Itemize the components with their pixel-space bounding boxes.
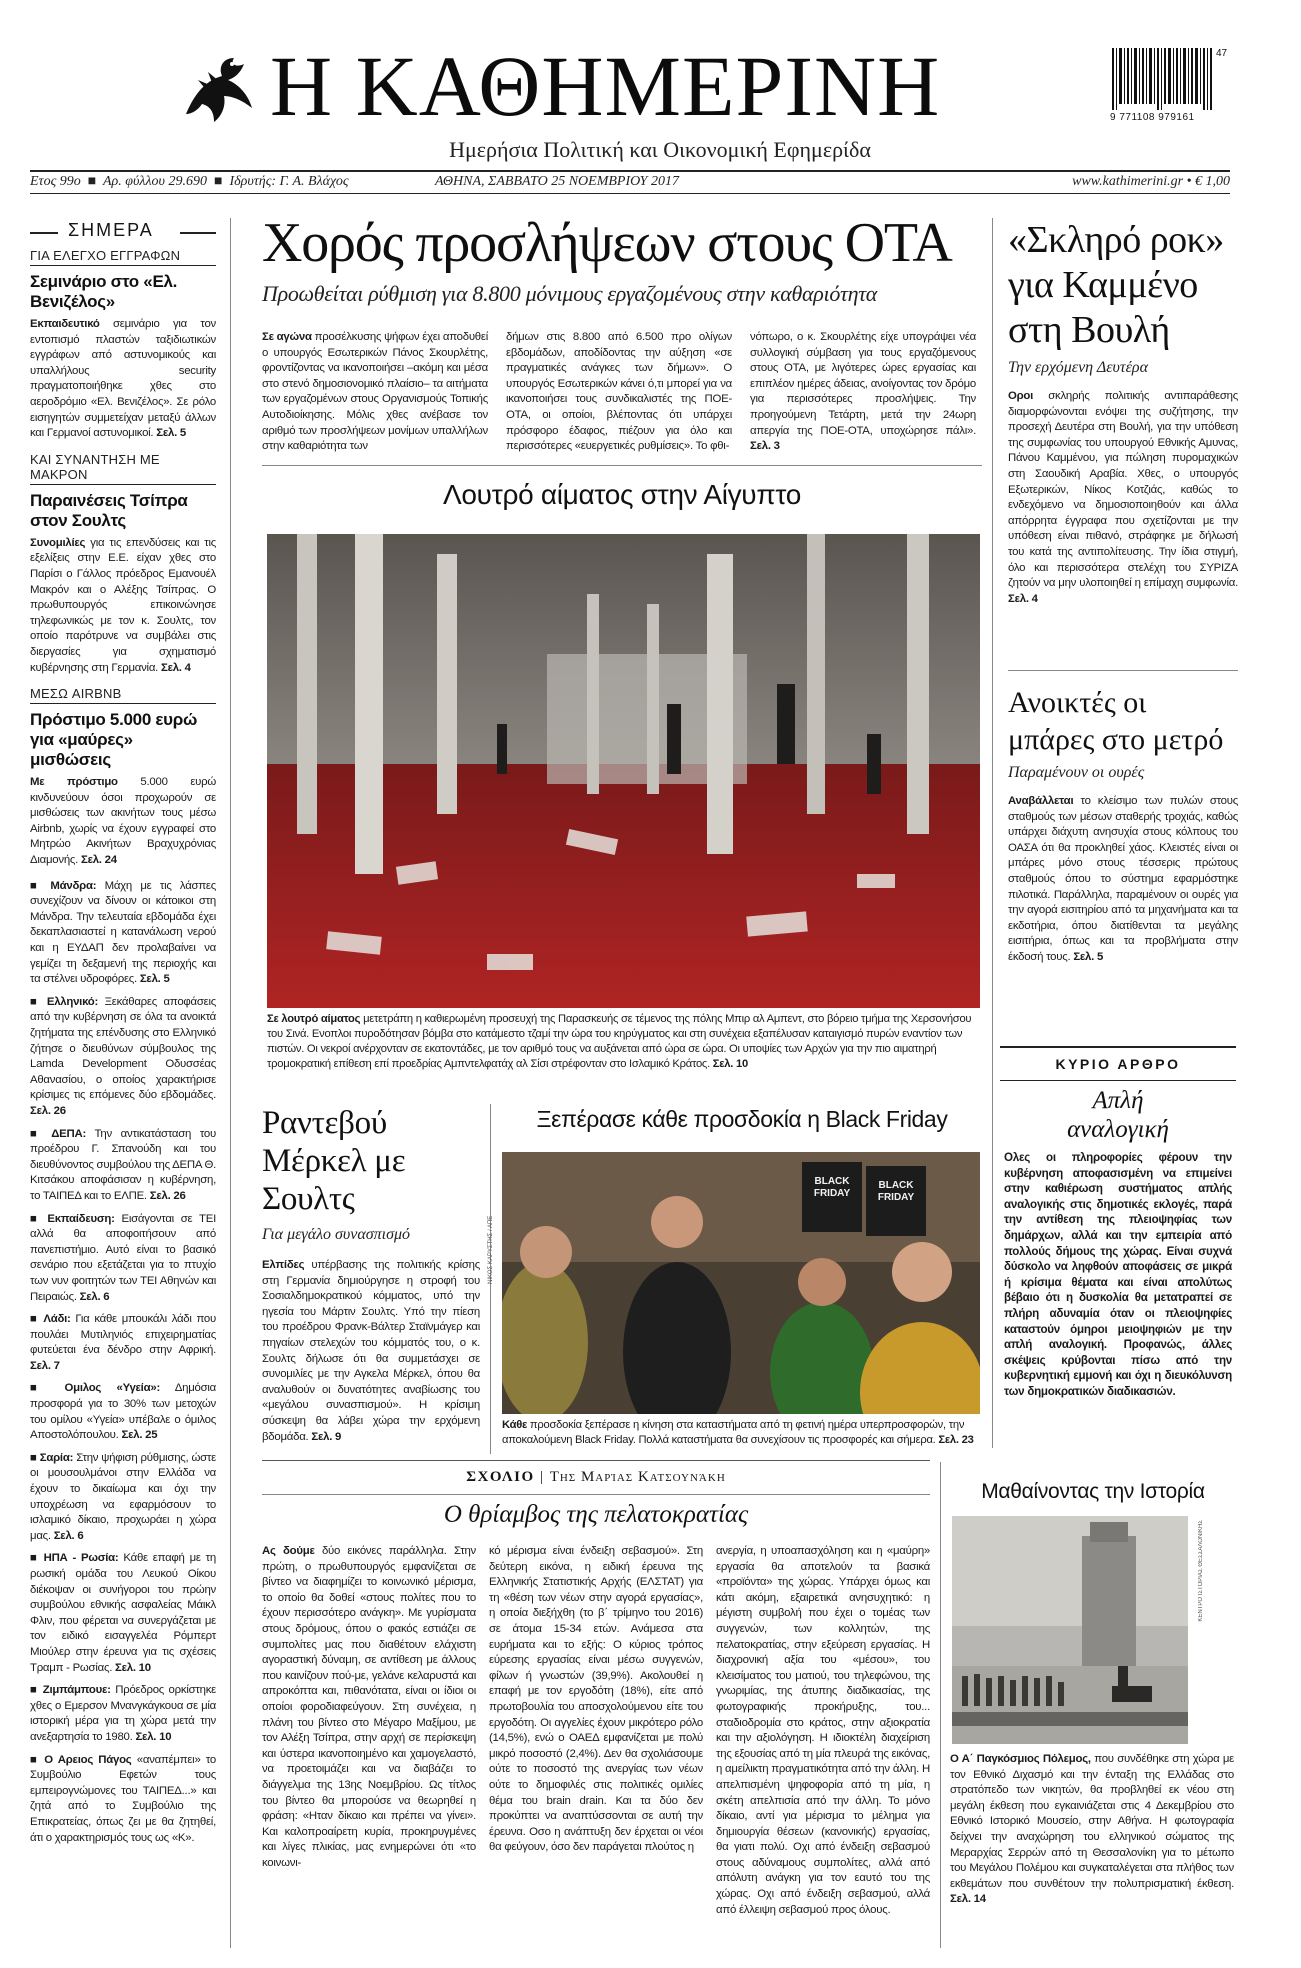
bullet-text: Μάχη με τις λάσπες συνεχίζουν να δίνουν οι κάτοικοι στη Μάνδρα. Την τελευταία εβδομάδα έχει δεκαπλασιαστεί η κατανάλωση νερού και η ΕΥΔΑΠ δεν προλαβαίνει να γεμίζει τη δεξαμενή της περιοχής και τα στέλνει υδροφόρες. bbox=[30, 879, 217, 986]
page-reference[interactable]: Σελ. 25 bbox=[121, 1429, 158, 1442]
story-lead-in: Σε αγώνα bbox=[262, 331, 312, 343]
bullet-lead: ΔΕΠΑ: bbox=[51, 1127, 86, 1140]
masthead-info-bar bbox=[30, 174, 1230, 192]
comment-label-rule bbox=[262, 1494, 930, 1495]
bullet-lead: Ελληνικό: bbox=[46, 995, 99, 1008]
main-story bbox=[262, 212, 982, 452]
story-text: σεμινάριο για τον εντοπισμό πλαστών ταξιδιωτικών εγγράφων από αστυνομικούς και υπαλλήλους security πραγματοποιήθηκε χθες στο αεροδρόμιο «Ελ. Βενιζέλος». Σε ρόλο εισηγητών συμμετείχαν μεταξύ άλλων και Γερμανοί αστυνομικοί. bbox=[30, 318, 216, 440]
page-reference[interactable]: Σελ. 10 bbox=[712, 1058, 748, 1070]
barcode-number: 9 771108 979161 bbox=[1110, 112, 1195, 123]
blackfriday-photo-credit: ΝΙΚΟΣ ΚΑΡΥΣΤΗΣ / ΑΠΕ bbox=[488, 1215, 494, 1284]
masthead-bottom-rule bbox=[30, 193, 1230, 194]
bullet-text: Για κάθε μπουκάλι λάδι που πουλάει Μυτιληνιός επιχειρηματίας φυτεύεται ένα δένδρο στην Αφρική. bbox=[30, 1313, 216, 1357]
list-item bbox=[30, 995, 216, 1120]
egypt-caption bbox=[267, 1012, 980, 1072]
year: Ετος 99ο bbox=[30, 174, 81, 189]
today-story-body bbox=[30, 775, 216, 869]
today-kicker: ΚΑΙ ΣΥΝΑΝΤΗΣΗ ΜΕ ΜΑΚΡΟΝ bbox=[30, 451, 160, 482]
page-reference[interactable]: Σελ. 26 bbox=[149, 1189, 186, 1202]
story-text: ανεργία, η υποαπασχόληση και η «μαύρη» εργασία θα αποτελούν τα βασικά «προϊόντα» της χώρας. Υπάρχει όμως και κάτι ακόμη, εξαιρετικά ανησυχητικό: η μέγιστη συμβολή που έχει ο τομέας των συγγενών, των κολλητών, της πελατοκρατίας, στην εξεύρεση εργασίας. Η διαχρονική αξία του «μέσου», του κλεισίματος του ματιού, του τηλεφώνου, της γνωριμίας, της άτυπης διαδικασίας, της φωτογραφικής προκήρυξης, του... σταδιοδρομία στο κράτος, στην αξιοκρατία και την αξιολόγηση. Η ιδιοκτέλη διαχείριση της εξουσίας από τη μία πλευρά της εικόνας, η αμείλικτη πραγματικότητα από την άλλη. Η απελπισμένη ψηφοφορία από τη μία, η σκέτη απελπισία από την άλλη. Το μόνο δίκαιο, αντί για μέρισμα το μέλημα για δημιουργία θέσεων (κανονικής) εργασίας, θα γιατι πολύ. Οχι από ένδειξη σεβασμού στους αδύναμους συμπολίτες, αλλά από απόλυτη ανάγκη για τον εαυτό του της χώρας. Οχι από ένδειξη σεβασμού, αλλά από έλλειψη σεβασμού προς όλους. bbox=[716, 1545, 930, 1916]
story-text: που συνδέθηκε στη χώρα με τον Εθνικό Διχασμό και την ένταξη της Ελλάδας στο στρατόπεδο των νικητών, θα προβληθεί εκ νέου στη μεγάλη έκθεση που εγκαινιάζεται στις 4 Δεκεμβρίου στο Εθνικό Ιστορικό Μουσείο, στην Αθήνα. Η φωτογραφία δείχνει την αναχώρηση του ελληνικού σώματος της Μεραρχίας Σερρών από τη Θεσσαλονίκη για το μέτωπο του Μεγάλου Πολέμου και συγκαταλέγεται στα πλήθος των εκθεμάτων που συνθέτουν την πολυπρισματική έκθεση. bbox=[950, 1753, 1234, 1890]
square-bullet-icon: ■ bbox=[30, 879, 51, 892]
today-headline[interactable]: Παραινέσεις Τσίπρα στον Σουλτς bbox=[30, 490, 188, 530]
list-item bbox=[30, 1381, 216, 1443]
today-story-airbnb bbox=[30, 686, 216, 869]
story-lead-in: Ας δούμε bbox=[262, 1545, 315, 1557]
square-bullet-icon: ■ bbox=[30, 1313, 44, 1326]
square-bullet-icon: ■ bbox=[30, 995, 47, 1008]
today-headline[interactable]: Πρόστιμο 5.000 ευρώ για «μαύρες» μισθώσεις bbox=[30, 710, 198, 770]
egypt-mosque-photo bbox=[267, 534, 980, 1008]
page-reference[interactable]: Σελ. 6 bbox=[53, 1529, 84, 1542]
square-separator-icon: ■ bbox=[84, 174, 100, 189]
today-kicker: ΓΙΑ ΕΛΕΓΧΟ ΕΓΓΡΑΦΩΝ bbox=[30, 248, 181, 263]
square-bullet-icon: ■ bbox=[30, 1451, 40, 1464]
dateline: ΑΘΗΝΑ, ΣΑΒΒΑΤΟ 25 ΝΟΕΜΒΡΙΟΥ 2017 bbox=[435, 174, 679, 189]
square-bullet-icon: ■ bbox=[30, 1552, 44, 1565]
story-lead-in: Συνομιλίες bbox=[30, 536, 86, 549]
list-item bbox=[30, 1312, 216, 1374]
page-reference[interactable]: Σελ. 10 bbox=[115, 1661, 151, 1674]
story-lead-in: Ελπίδες bbox=[262, 1259, 305, 1271]
page-reference[interactable]: Σελ. 5 bbox=[139, 973, 170, 986]
page-reference[interactable]: Σελ. 3 bbox=[750, 440, 780, 453]
barcode-issue: 47 bbox=[1216, 48, 1228, 59]
story-text: το κλείσιμο των πυλών στους σταθμούς των μέσων σταθερής τροχιάς, καθώς υπάρχει διάχυτη ανησυχία στους κόλπους του ΟΑΣΑ ότι θα προκληθεί χάος. Κλειστές είναι οι μπάρες μόνο στους τέσσερις πρώτους σταθμούς όπου το σύστημα εφαρμόστηκε πιλοτικά. Παράλληλα, παραμένουν οι ουρές για την αγορά εισιτηρίου από τα μηχανήματα και τα εκδοτήρια, όπου διατίθενται τα μεγάλης εισιτήρια, όπως και τα προβλήματα στην έκδοσή τους. bbox=[1008, 795, 1238, 963]
square-bullet-icon: ■ bbox=[30, 1127, 52, 1140]
bullet-lead: Ομιλος «Υγεία»: bbox=[64, 1382, 160, 1395]
page-reference[interactable]: Σελ. 26 bbox=[30, 1104, 66, 1117]
square-bullet-icon: ■ bbox=[30, 1684, 43, 1697]
rock-bottom-rule bbox=[1008, 670, 1238, 671]
editorial-box bbox=[1000, 1046, 1236, 1446]
story-lead-in: Με πρόστιμο bbox=[30, 776, 118, 789]
page-reference[interactable]: Σελ. 14 bbox=[950, 1893, 986, 1906]
caption-text: μετετράπη η καθιερωμένη προσευχή της Παρασκευής σε τέμενος της πόλης Μπιρ αλ Αμπεντ, στο βόρειο τμήμα της Χερσονήσου του Σινά. Ενοπλοι πυροδότησαν βόμβα στο κατάμεστο τζαμί την ώρα του κηρύγματος και στη συνέχεια εξαπέλυσαν καταιγισμό πυρών εναντίον των πιστών. Οι νεκροί ανέρχονταν σε εκατοντάδες, με τον αριθμό τους να αυξάνεται από ώρα σε ώρα. Οι υποψίες των Αρχών για την πιο αιματηρή τρομοκρατική επίθεση επί προεδρίας Αμπντελφατάχ αλ Σίσι στρέφονταν στο Ισλαμικό Κράτος. bbox=[267, 1013, 972, 1070]
story-text: δύο εικόνες παράλληλα. Στην πρώτη, ο πρωθυπουργός εμφανίζεται σε βίντεο να διαφημίζει το κοινωνικό μέρισμα, το οποίο θα δοθεί «στους πολίτες που το έχουν περισσότερο ανάγκη». Με γυρίσματα στους δρόμους, όπου ο φακός εστιάζει σε συμπολίτες μας που διαθέτουν ελάχιστη αγοραστική δύναμη, σε αντίθεση με άλλους που καινίζουν πού-με, γελάνε κελαρυστά και απροκόπτα και, πιθανότατα, είναι οι ίδιοι οι οποίοι φοροδιαφεύγουν. Στη συνέχεια, η πλάνη του βίντεο στο Μέγαρο Μαξίμου, με τον Αλέξη Τσίπρα, στην αρχή σε περίσκεψη και ύστερα ικανοποιημένο και χαμογελαστό, να προετοιμάζει και να διαβάζει το διάγγελμα της 13ης Νοεμβρίου. Ως τίτλος του βίντεο θα μπορούσε να θεωρηθεί η φράση: «Ηταν δίκαιο και πρέπει να γίνει». Και καλοπροαίρετη κυρία, προκηρυγμένες και λίγες πλικίας, μας ενημερώνει ότι «το κοινωνι- bbox=[262, 1545, 476, 1869]
barcode bbox=[1110, 48, 1228, 134]
price: € 1,00 bbox=[1195, 174, 1230, 189]
story-text: υπέρβασης της πολιτικής κρίσης στη Γερμανία δημιούργησε η στροφή του Σοσιαλδημοκρατικού κόμματος, υπό την ηγεσία του Μάρτιν Σουλτς. Υπό την πίεση του προέδρου Φρανκ-Βάλτερ Σταϊνμάγερ και πηγαίων στελεχών του κόμματός του, ο κ. Σουλτς δήλωσε ότι θα συμμετάσχει σε συνομιλίες με την Αγκελα Μέρκελ, όπου θα αναλυθούν οι δυνατότητες αναβίωσης του «μεγάλου συνασπισμού». Η κρίσιμη σύσκεψη θα λάβει χώρα την ερχόμενη βδομάδα. bbox=[262, 1259, 480, 1443]
history-story bbox=[950, 1478, 1236, 1948]
bullet-lead: Μάνδρα: bbox=[50, 879, 97, 892]
main-headline[interactable]: Χορός προσλήψεων στους ΟΤΑ bbox=[262, 212, 952, 274]
today-kicker: ΜΕΣΩ AIRBNB bbox=[30, 686, 122, 702]
caption-text: προσδοκία ξεπέρασε η κίνηση στα καταστήματα από τη φετινή ημέρα υπερπροσφορών, την αποκαλούμενη Black Friday. Πολλά καταστήματα θα συνεχίσουν τις προσφορές και σήμερα. bbox=[502, 1419, 965, 1446]
caption-lead-in: Κάθε bbox=[502, 1419, 528, 1431]
page-reference[interactable]: Σελ. 5 bbox=[1073, 950, 1104, 963]
list-item bbox=[30, 1683, 216, 1745]
bullet-lead: Σαρία: bbox=[39, 1451, 74, 1464]
metro-headline[interactable]: Ανοικτές οι μπάρες στο μετρό bbox=[1008, 686, 1224, 756]
list-item bbox=[30, 879, 216, 988]
story-lead-in: Αναβάλλεται bbox=[1008, 795, 1074, 807]
metro-body bbox=[1008, 794, 1238, 966]
newspaper-subtitle: Ημερήσια Πολιτική και Οικονομική Εφημερίδα bbox=[449, 137, 871, 162]
story-text: κό μέρισμα είναι ένδειξη σεβασμού». Στη δεύτερη εικόνα, η ειδική έρευνα της Ελληνικής Στατιστικής Αρχής (ΕΛΣΤΑΤ) για τη «θέση των νέων στην αγορά εργασίας», η οποία διεξήχθη (το β΄ τρίμηνο του 2016) σε άτομα 15-34 ετών. Ανάμεσα στα ευρήματα και το εξής: Ο κύριος τρόπος εύρεσης εργασίας είναι μέσω συγγενών, φίλων ή γνωστών (39,9%). Ακολουθεί η επαφή με τον εργοδότη (18%), είτε από πρωτοβουλία του αποσχολούμενου είτε του εργοδότη. Οι αγγελίες έχουν μικρότερο ρόλο (14,5%), ενώ ο ΟΑΕΔ εμφανίζεται με πολύ μικρό ποσοστό (2,4%). Δεν θα σχολιάσουμε ούτε το ποσοστό της ανεργίας των νέων ούτε το δημοφιλές στις πολιτικές ομιλίες θέμα του brain drain. Και τα δύο δεν προκύπτει να αναπτύσσονται σε αυτή την έρευνα. Οσο η ανάπτυξη δεν έρχεται οι νέοι θα φεύγουν, όσο δεν παράγεται πλούτος η bbox=[489, 1545, 703, 1854]
website[interactable]: www.kathimerini.gr bbox=[1072, 174, 1184, 189]
editorial-top-rule bbox=[1000, 1046, 1236, 1048]
list-item bbox=[30, 1551, 216, 1676]
merkel-body bbox=[262, 1258, 480, 1445]
newspaper-title: Η ΚΑΘΗΜΕΡΙΝΗ bbox=[270, 38, 941, 134]
page-reference[interactable]: Σελ. 10 bbox=[135, 1730, 172, 1743]
editorial-label: ΚΥΡΙΟ ΑΡΘΡΟ bbox=[1055, 1056, 1181, 1072]
story-text: 5.000 ευρώ κινδυνεύουν όσοι προχωρούν σε μισθώσεις των ακινήτων τους μέσω Airbnb, χωρίς να έχουν εγγραφεί στο Μητρώο Ακινήτων Βραχυχρόνιας Διαμονής. bbox=[30, 776, 216, 867]
mosque-interior-image bbox=[267, 534, 980, 1008]
square-bullet-icon: ■ bbox=[30, 1212, 48, 1225]
square-bullet-icon: ■ bbox=[30, 1382, 65, 1395]
story-lead-in: Οροι bbox=[1008, 390, 1034, 402]
founder: Ιδρυτής: Γ. Α. Βλάχος bbox=[229, 174, 349, 189]
barcode-bars-icon bbox=[1110, 48, 1214, 110]
masthead bbox=[0, 0, 1301, 190]
main-story-bottom-rule bbox=[262, 465, 982, 466]
page-reference[interactable]: Σελ. 7 bbox=[30, 1359, 60, 1372]
comment-col-2 bbox=[489, 1544, 703, 1856]
bullet-lead: Εκπαίδευση: bbox=[47, 1212, 115, 1225]
today-column bbox=[30, 218, 216, 1948]
bullet-lead: Ο Αρειος Πάγος bbox=[44, 1753, 132, 1766]
story-text: νόπωρο, ο κ. Σκουρλέτης είχε υπογράψει νέα συλλογική σύμβαση για τους εργαζόμενους στους ΟΤΑ, με λιγότερες ώρες εργασίας και επιπλέον ημέρες άδειας, ανοίγοντας τον δρόμο για περισσότερες προσλήψεις. Την προηγούμενη Τετάρτη, μετά την 24ωρη απεργία της ΠΟΕ-ΟΤΑ, υποχώρησε πάλι». bbox=[750, 331, 976, 437]
page-reference[interactable]: Σελ. 24 bbox=[80, 854, 117, 867]
merkel-story bbox=[262, 1104, 480, 1456]
sign-text: BLACK FRIDAY bbox=[877, 1180, 915, 1203]
editorial-body: Ολες οι πληροφορίες φέρουν την κυβέρνηση αποφασισμένη να επιμείνει στην καθιέρωση συστήματος απλής αναλογικής στις δημοτικές εκλογές, παρά την αντίθεση της πλειοψηφίας των δημάρχων, αλλά και την εμπειρία από πολλούς δήμους της χώρας. Είναι συχνά δύσκολο να ληφθούν αποφάσεις σε μικρά ή κρίσιμα θέματα και είναι απολύτως βέβαιο ότι η δυσκολία θα μετατραπεί σε πλήρη αδυναμία όταν οι πλειοψηφίες καταστούν όμηροι μειοψηφιών με την απλή αναλογική. Προφανώς, άλλες σκέψεις κρύβονται πίσω από την κυβερνητική εμμονή και όχι η διευκόλυνση των δημοκρατικών διαδικασιών. bbox=[1004, 1151, 1232, 1398]
today-header bbox=[30, 218, 216, 248]
today-story-body bbox=[30, 536, 216, 676]
page-reference[interactable]: Σελ. 6 bbox=[79, 1290, 110, 1303]
bullet-text: Πρόεδρος ορκίστηκε χθες ο Εμερσον Μνανγκάγκουα σε μία ιστορική μέρα για τη χώρα μετά την ανεξαρτησία το 1980. bbox=[30, 1684, 216, 1743]
editorial-label-rule bbox=[1000, 1080, 1236, 1081]
comment-label-row bbox=[262, 1462, 930, 1492]
masthead-top-rule bbox=[30, 170, 1230, 172]
bullet-lead: Ζιμπάμπουε: bbox=[42, 1684, 111, 1697]
bullet-text: Εισάγονται σε ΤΕΙ αλλά θα αποφοιτήσουν από πανεπιστήμιο. Αυτό είναι το βασικό σενάριο που εξετάζεται για το πτυχίο των νυν φοιτητών των ΤΕΙ Αθηνών και Πειραιώς. bbox=[30, 1212, 216, 1303]
comment-author: Της Μαρίας Κατσουνάκη bbox=[549, 1469, 726, 1485]
metro-subhead: Παραμένουν οι ουρές bbox=[1008, 764, 1145, 781]
list-item bbox=[30, 1753, 216, 1847]
list-item bbox=[30, 1212, 216, 1306]
rock-subhead: Την ερχόμενη Δευτέρα bbox=[1008, 359, 1148, 376]
bullet-text: «αναπέμπει» το Συμβούλιο Εφετών τους εμπειρογνώμονες του ΤΑΙΠΕΔ...» και ζητά από το Συμβούλιο της Επικρατείας, όπως ζει με θα ζητηθεί, άτι ο χαρακτηρισμός τους ως «Κ». bbox=[30, 1753, 216, 1844]
sign-text: BLACK FRIDAY bbox=[813, 1176, 851, 1199]
today-story-tsipras bbox=[30, 452, 216, 676]
history-headline[interactable]: Μαθαίνοντας την Ιστορία bbox=[981, 1480, 1205, 1503]
story-lead-in: Ο Α΄ Παγκόσμιος Πόλεμος, bbox=[950, 1753, 1091, 1765]
story-text: σκληρής πολιτικής αντιπαράθεσης διαμορφώνονται ενόψει της συζήτησης, την προσεχή Δευτέρα στη Βουλή, για την υπόθεση της συμφωνίας του υπουργού Εθνικής Αμυνας, Πάνου Καμμένου, για πώληση πυρομαχικών στη Σαουδική Αραβία. Χθες, ο υπουργός Εξωτερικών, Νίκος Κοτζιάς, καθώς το ενδεχόμενο να δημοσιοποιηθούν και άλλα απόρρητα έγγραφα που σχετίζονται με την υπόθεση είναι πιθανό, στράφηκε με δήλωσή του κατά της αντιπολίτευσης. Την ίδια στιγμή, όλο και περισσότερα στελέχη του ΣΥΡΙΖΑ ζητούν να μην υλοποιηθεί η επίμαχη συμφωνία. bbox=[1008, 390, 1238, 590]
bullet-text: Στην ψήφιση ρύθμισης, ώστε οι μουσουλμάνοι στην Ελλάδα να έχουν το δικαίωμα και όχι την υποχρέωση να εφαρμόσουν το ισλαμικό δίκαιο, προχωράει η χώρα μας. bbox=[30, 1451, 216, 1542]
egypt-story bbox=[262, 478, 982, 1090]
bullet-lead: ΗΠΑ - Ρωσία: bbox=[43, 1552, 119, 1565]
rock-body bbox=[1008, 389, 1238, 607]
merkel-subhead: Για μεγάλο συνασπισμό bbox=[262, 1226, 411, 1243]
blackfriday-headline[interactable]: Ξεπέρασε κάθε προσδοκία η Black Friday bbox=[536, 1106, 948, 1132]
story-text: για τις επενδύσεις και τις εξελίξεις στην Ε.Ε. είχαν χθες στο Παρίσι ο Γάλλος πρόεδρος Εμανουέλ Μακρόν και ο Αλέξης Τσίπρας. Ο πρωθυπουργός επικοινώνησε τηλεφωνικώς με τον κ. Σουλτς, τον οποίο παρότρυνε να συμβάλει στις διεργασίες για σχηματισμό κυβέρνησης στη Γερμανία. bbox=[30, 536, 216, 674]
griffin-logo-icon bbox=[178, 50, 258, 130]
masthead-right-info bbox=[1072, 174, 1230, 190]
list-item bbox=[30, 1127, 216, 1205]
page-reference[interactable]: Σελ. 5 bbox=[156, 427, 187, 440]
kicker-rule bbox=[30, 703, 216, 704]
blackfriday-story bbox=[488, 1104, 982, 1456]
right-column-divider bbox=[992, 218, 993, 1448]
sign-black-friday-2 bbox=[866, 1166, 926, 1236]
caption-lead-in: Σε λουτρό αίματος bbox=[267, 1013, 361, 1025]
history-body bbox=[950, 1752, 1234, 1908]
page-reference[interactable]: Σελ. 23 bbox=[938, 1434, 974, 1446]
left-column-divider bbox=[230, 218, 231, 1948]
merkel-headline[interactable]: Ραντεβού Μέρκελ με Σουλτς bbox=[262, 1105, 406, 1217]
page-reference[interactable]: Σελ. 4 bbox=[160, 661, 191, 674]
comment-label: ΣΧΟΛΙΟ bbox=[466, 1469, 535, 1485]
bullet-text: Ξεκάθαρες αποφάσεις από την κυβέρνηση σε όλα τα ανοικτά ζητήματα της επένδυσης στο Ελληνικό ζήτησε ο διευθύνων σύμβουλος της Lamda Development Οδυσσέας Αθανασίου, ο οποίος χαρακτήρισε κρίσιμες τις επόμενες δύο εβδομάδες. bbox=[30, 995, 217, 1102]
blackfriday-photo bbox=[502, 1152, 980, 1414]
story-text: δήμων στις 8.800 από 6.500 προ ολίγων εβδομάδων, αποδίδοντας την αύξηση «σε πραγματικές ανάγκες των δήμων». Ο υπουργός Εσωτερικών κάνει ό,τι μπορεί για να ικανοποιήσει τους συνδικαλιστές της ΠΟΕ-ΟΤΑ, οι οποίοι, βλέποντας ότι υπάρχει πρόσφορο έδαφος, πιέζουν για όλο και περισσότερες «ευεργετικές ρυθμίσεις». Το φθι- bbox=[506, 331, 732, 453]
main-story-col-3 bbox=[750, 330, 976, 455]
bullet-text: Κάθε επαφή με τη ρωσική ομάδα του Λευκού Οίκου διέκοψαν οι συνήγοροι του πρώην συμβούλου εθνικής ασφαλείας Μάικλ Φλιν, που φέρεται να συνεργάζεται με τον ειδικό εισαγγελέα Ρόμπερτ Μιούλερ στην έρευνα για τις σχέσεις Τραμπ - Ρωσίας. bbox=[30, 1552, 216, 1674]
main-story-col-1 bbox=[262, 330, 488, 455]
bullet-text: Δημόσια προσφορά για το 30% των μετοχών του ομίλου «Υγεία» υπέβαλε ο όμιλος Αποστολόπουλου. bbox=[30, 1382, 216, 1442]
today-bullets bbox=[30, 879, 216, 1846]
story-text: προσέλκυσης ψήφων έχει αποδυθεί ο υπουργός Εσωτερικών Πάνος Σκουρλέτης, φροντίζοντας να ικανοποιήσει –ακόμη και μέσα στο στενό δημοσιονομικό πλαίσιο– τα αιτήματα των εργαζομένων στους Οργανισμούς Τοπικής Αυτοδιοίκησης. Μόλις χθες ανέβασε τον αριθμό των προσλήψεων μονίμων υπαλλήλων στην καθαριότητα των bbox=[262, 331, 488, 453]
today-headline[interactable]: Σεμινάριο στο «Ελ. Βενιζέλος» bbox=[30, 272, 178, 311]
metro-story bbox=[1008, 684, 1238, 1024]
dot-separator-icon: • bbox=[1186, 174, 1195, 189]
main-story-col-2 bbox=[506, 330, 732, 455]
history-divider bbox=[940, 1462, 941, 1948]
page-reference[interactable]: Σελ. 4 bbox=[1008, 592, 1038, 605]
comment-story bbox=[262, 1462, 930, 1948]
main-subhead: Προωθείται ρύθμιση για 8.800 μόνιμους εργαζομένους στην καθαριότητα bbox=[262, 281, 878, 306]
blackfriday-caption bbox=[502, 1418, 980, 1448]
today-story-body bbox=[30, 317, 216, 442]
comment-col-3 bbox=[716, 1544, 930, 1918]
comment-col-1 bbox=[262, 1544, 476, 1871]
list-item bbox=[30, 1451, 216, 1545]
comment-top-rule bbox=[262, 1460, 930, 1461]
square-bullet-icon: ■ bbox=[30, 1753, 45, 1766]
rock-story bbox=[1008, 218, 1238, 658]
comment-headline[interactable]: Ο θρίαμβος της πελατοκρατίας bbox=[443, 1501, 749, 1528]
pipe-separator-icon: | bbox=[539, 1469, 550, 1485]
history-photo-credit: ΚΕΝΤΡΟ ΙΣΤΟΡΙΑΣ ΘΕΣΣΑΛΟΝΙΚΗΣ bbox=[1198, 1520, 1204, 1622]
square-separator-icon: ■ bbox=[210, 174, 226, 189]
history-photo bbox=[952, 1516, 1188, 1744]
issue-number: Αρ. φύλλου 29.690 bbox=[102, 174, 207, 189]
today-header-title: ΣΗΜΕΡΑ bbox=[68, 220, 154, 240]
egypt-headline[interactable]: Λουτρό αίματος στην Αίγυπτο bbox=[443, 479, 801, 510]
story-lead-in: Εκπαιδευτικό bbox=[30, 318, 100, 330]
editorial-headline[interactable]: Απλή αναλογική bbox=[1067, 1087, 1169, 1143]
bullet-text: Την αντικατάσταση του προέδρου Γ. Σπανούδη και του διευθύνοντος συμβούλου της ΔΕΠΑ Θ. Κιτσάκου αποφάσισαν η κυβέρνηση, το ΤΑΙΠΕΔ και το ΕΛΠΕ. bbox=[30, 1127, 216, 1202]
white-tower-parade-image bbox=[952, 1516, 1188, 1744]
rock-headline[interactable]: «Σκληρό ροκ» για Καμμένο στη Βουλή bbox=[1008, 219, 1224, 351]
kicker-rule bbox=[30, 484, 216, 485]
today-header-rule-left bbox=[30, 232, 58, 234]
today-story-seminar bbox=[30, 248, 216, 442]
bullet-lead: Λάδι: bbox=[43, 1313, 71, 1326]
sign-black-friday-1 bbox=[802, 1162, 862, 1232]
today-header-rule-right bbox=[180, 232, 216, 234]
page-reference[interactable]: Σελ. 9 bbox=[311, 1430, 342, 1443]
kicker-rule bbox=[30, 265, 216, 266]
